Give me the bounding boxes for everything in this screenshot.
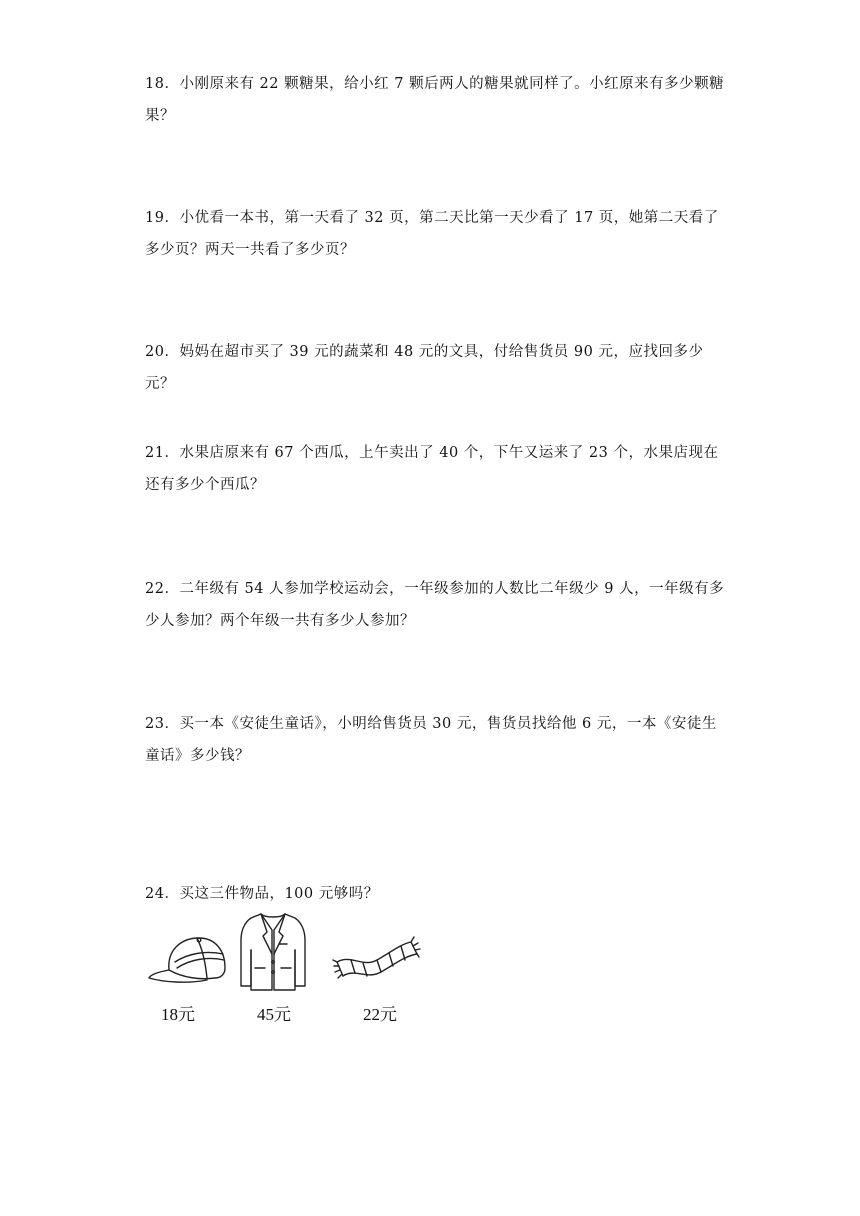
question-number: 23． xyxy=(145,716,180,732)
shopping-items xyxy=(145,910,445,1030)
question-22 xyxy=(145,573,725,637)
question-23 xyxy=(145,708,725,772)
question-number: 24． xyxy=(145,886,180,902)
question-number: 19． xyxy=(145,210,180,226)
price-jacket: 45元 xyxy=(257,1005,291,1024)
question-text: 小优看一本书，第一天看了 32 页，第二天比第一天少看了 17 页，她第二天看了多少页？两天一共看了多少页？ xyxy=(145,210,719,258)
price-scarf: 22元 xyxy=(363,1005,397,1024)
scarf-icon xyxy=(331,932,421,982)
question-number: 22． xyxy=(145,581,180,597)
question-number: 21． xyxy=(145,445,180,461)
jacket-icon xyxy=(237,910,309,992)
question-text: 水果店原来有 67 个西瓜，上午卖出了 40 个，下午又运来了 23 个，水果店现在还有多少个西瓜？ xyxy=(145,445,719,493)
question-24 xyxy=(145,878,725,910)
question-text: 买一本《安徒生童话》，小明给售货员 30 元，售货员找给他 6 元，一本《安徒生童话》多少钱？ xyxy=(145,716,717,764)
item-cap xyxy=(147,932,229,990)
item-scarf xyxy=(331,932,421,982)
question-18 xyxy=(145,68,725,132)
question-text: 妈妈在超市买了 39 元的蔬菜和 48 元的文具，付给售货员 90 元，应找回多少元？ xyxy=(145,344,704,392)
price-cap: 18元 xyxy=(161,1005,195,1024)
question-text: 二年级有 54 人参加学校运动会，一年级参加的人数比二年级少 9 人，一年级有多少人参加？两个年级一共有多少人参加？ xyxy=(145,581,725,629)
question-text: 买这三件物品，100 元够吗？ xyxy=(179,886,379,902)
question-21 xyxy=(145,437,725,501)
question-number: 20． xyxy=(145,344,180,360)
question-19 xyxy=(145,202,725,266)
question-text: 小刚原来有 22 颗糖果，给小红 7 颗后两人的糖果就同样了。小红原来有多少颗糖果？ xyxy=(145,76,725,124)
question-number: 18． xyxy=(145,76,180,92)
cap-icon xyxy=(147,932,229,990)
question-20 xyxy=(145,336,725,400)
item-jacket xyxy=(237,910,309,992)
